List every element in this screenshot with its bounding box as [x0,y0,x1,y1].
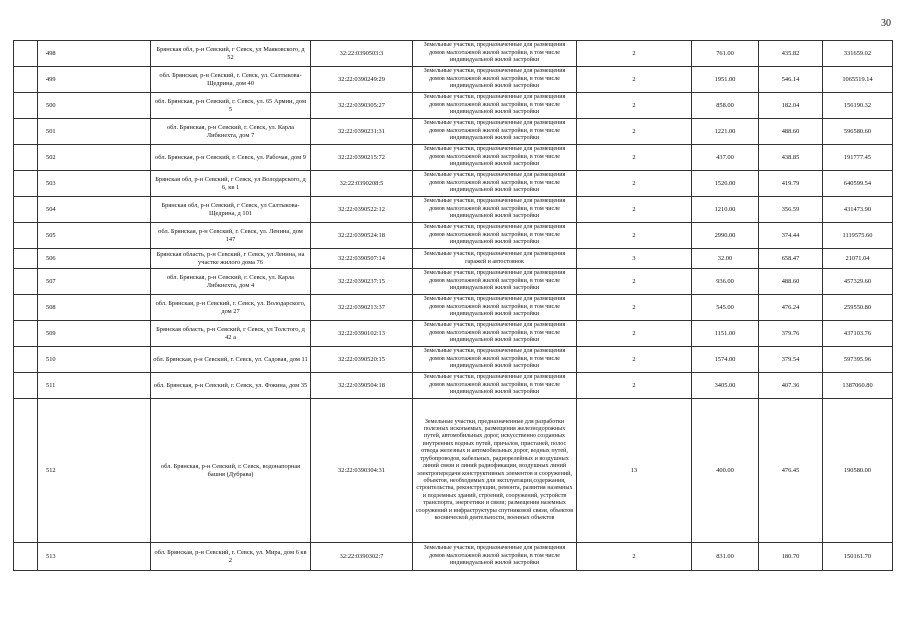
address-cell: Брянская область, р-н Севский, г Севск, ул Ленина, на участке жилого дома 76 [151,249,311,269]
group-cell: 2 [577,269,692,295]
row-number-cell: 498 [38,41,151,67]
land-use-cell: Земельные участки, предназначенные для размещения домов малоэтажной жилой застройки, в том числе индивидуальной жилой застройки [413,543,577,571]
group-cell: 2 [577,347,692,373]
specific-value-cell: 435.82 [759,41,823,67]
area-cell: 858.00 [692,93,759,119]
area-cell: 1210.00 [692,197,759,223]
address-cell: Брянская обл, р-н Севский, г Севск, ул Володарского, д 6, кв 1 [151,171,311,197]
area-cell: 761.00 [692,41,759,67]
cadastral-number-cell: 32:22:0390249:29 [311,67,413,93]
page-number: 30 [881,18,891,29]
land-use-cell: Земельные участки, предназначенные для размещения домов малоэтажной жилой застройки, в том числе индивидуальной жилой застройки [413,145,577,171]
group-cell: 2 [577,67,692,93]
land-use-cell: Земельные участки, предназначенные для размещения домов малоэтажной жилой застройки, в том числе индивидуальной жилой застройки [413,295,577,321]
address-cell: Брянская обл, р-н Севский, г Севск, ул Маяковского, д 52 [151,41,311,67]
specific-value-cell: 658.47 [759,249,823,269]
row-margin-cell [14,295,38,321]
cadastral-value-cell: 259550.80 [823,295,893,321]
row-number-cell: 507 [38,269,151,295]
land-use-cell: Земельные участки, предназначенные для размещения домов малоэтажной жилой застройки, в том числе индивидуальной жилой застройки [413,321,577,347]
row-number-cell: 511 [38,373,151,399]
area-cell: 831.00 [692,543,759,571]
area-cell: 32.00 [692,249,759,269]
address-cell: обл. Брянская, р-н Севский, г. Севск, ул. Садовая, дом 11 [151,347,311,373]
table-body [14,41,893,571]
cadastral-value-cell: 156190.32 [823,93,893,119]
area-cell: 1151.00 [692,321,759,347]
table-row [14,145,893,171]
group-cell: 3 [577,249,692,269]
land-use-cell: Земельные участки, предназначенные для размещения домов малоэтажной жилой застройки, в том числе индивидуальной жилой застройки [413,41,577,67]
row-number-cell: 510 [38,347,151,373]
cadastral-value-cell: 437103.76 [823,321,893,347]
row-margin-cell [14,41,38,67]
row-margin-cell [14,171,38,197]
land-use-cell: Земельные участки, предназначенные для размещения домов малоэтажной жилой застройки, в том числе индивидуальной жилой застройки [413,119,577,145]
group-cell: 2 [577,119,692,145]
cadastral-number-cell: 32:22:0390520:15 [311,347,413,373]
table-row [14,197,893,223]
cadastral-value-cell: 331659.02 [823,41,893,67]
area-cell: 2990.00 [692,223,759,249]
group-cell: 2 [577,41,692,67]
cadastral-number-cell: 32:22:0390524:18 [311,223,413,249]
row-margin-cell [14,269,38,295]
cadastral-number-cell: 32:22:0390231:31 [311,119,413,145]
group-cell: 2 [577,373,692,399]
area-cell: 545.00 [692,295,759,321]
row-margin-cell [14,119,38,145]
group-cell: 2 [577,223,692,249]
row-margin-cell [14,321,38,347]
table-row [14,171,893,197]
row-number-cell: 508 [38,295,151,321]
specific-value-cell: 488.60 [759,269,823,295]
address-cell: обл. Брянская, р-н Севский, г. Севск, водонапорная башня (Дубрава) [151,399,311,543]
cadastral-value-cell: 150161.70 [823,543,893,571]
table-row [14,543,893,571]
group-cell: 2 [577,145,692,171]
row-number-cell: 509 [38,321,151,347]
area-cell: 437.00 [692,145,759,171]
specific-value-cell: 407.36 [759,373,823,399]
row-margin-cell [14,223,38,249]
cadastral-value-table [13,40,893,571]
specific-value-cell: 379.54 [759,347,823,373]
group-cell: 2 [577,93,692,119]
cadastral-number-cell: 32:22:0390208:5 [311,171,413,197]
land-use-cell: Земельные участки, предназначенные для размещения домов малоэтажной жилой застройки, в том числе индивидуальной жилой застройки [413,67,577,93]
table-row [14,269,893,295]
address-cell: обл. Брянская, р-н Севский, г. Севск, ул. Карла Либкнехта, дом 7 [151,119,311,145]
address-cell: Брянская область, р-н Севский, г Севск, ул Толстого, д 42 а [151,321,311,347]
table-row [14,67,893,93]
cadastral-number-cell: 32:22:0390102:13 [311,321,413,347]
cadastral-value-cell: 596580.60 [823,119,893,145]
table-row [14,347,893,373]
area-cell: 1221.00 [692,119,759,145]
table-row [14,41,893,67]
row-margin-cell [14,67,38,93]
cadastral-number-cell: 32:22:0390304:31 [311,399,413,543]
address-cell: обл. Брянская, р-н Севский, г. Севск, ул. Салтыкова-Щедрина, дом 40 [151,67,311,93]
table-row [14,373,893,399]
cadastral-value-cell: 640599.54 [823,171,893,197]
group-cell: 2 [577,543,692,571]
row-number-cell: 505 [38,223,151,249]
cadastral-value-cell: 1065519.14 [823,67,893,93]
cadastral-value-cell: 457329.60 [823,269,893,295]
area-cell: 1526.00 [692,171,759,197]
area-cell: 936.00 [692,269,759,295]
land-use-cell: Земельные участки, предназначенные для размещения домов малоэтажной жилой застройки, в том числе индивидуальной жилой застройки [413,269,577,295]
address-cell: обл. Брянская, р-н Севский, г. Севск, ул. Мира, дом 6 кв 2 [151,543,311,571]
specific-value-cell: 356.59 [759,197,823,223]
cadastral-value-cell: 431473.90 [823,197,893,223]
cadastral-value-cell: 190580.00 [823,399,893,543]
group-cell: 2 [577,171,692,197]
address-cell: обл. Брянская, р-н Севский, г. Севск, ул. Володарского, дом 27 [151,295,311,321]
address-cell: обл. Брянская, р-н Севский, г. Севск, ул. Карла Либкнехта, дом 4 [151,269,311,295]
row-number-cell: 512 [38,399,151,543]
area-cell: 400.00 [692,399,759,543]
land-use-cell: Земельные участки, предназначенные для размещения домов малоэтажной жилой застройки, в том числе индивидуальной жилой застройки [413,373,577,399]
land-use-cell: Земельные участки, предназначенные для размещения гаражей и автостоянок [413,249,577,269]
row-number-cell: 504 [38,197,151,223]
cadastral-number-cell: 32:22:0390305:27 [311,93,413,119]
row-margin-cell [14,399,38,543]
cadastral-number-cell: 32:22:0390503:3 [311,41,413,67]
cadastral-number-cell: 32:22:0390213:37 [311,295,413,321]
group-cell: 2 [577,321,692,347]
row-number-cell: 503 [38,171,151,197]
area-cell: 1574.00 [692,347,759,373]
specific-value-cell: 488.60 [759,119,823,145]
table-row [14,249,893,269]
cadastral-number-cell: 32:22:0390215:72 [311,145,413,171]
specific-value-cell: 374.44 [759,223,823,249]
row-margin-cell [14,373,38,399]
cadastral-value-cell: 21071.04 [823,249,893,269]
table-row [14,321,893,347]
row-margin-cell [14,347,38,373]
land-use-cell: Земельные участки, предназначенные для размещения домов малоэтажной жилой застройки, в том числе индивидуальной жилой застройки [413,223,577,249]
cadastral-number-cell: 32:22:0390302:7 [311,543,413,571]
address-cell: обл. Брянская, р-н Севский, г. Севск, ул. Ленина, дом 147 [151,223,311,249]
address-cell: Брянская обл, р-н Севский, г Севск, ул Салтыкова-Щедрина, д 101 [151,197,311,223]
specific-value-cell: 419.79 [759,171,823,197]
specific-value-cell: 438.85 [759,145,823,171]
specific-value-cell: 182.04 [759,93,823,119]
address-cell: обл. Брянская, р-н Севский, г. Севск, ул. 65 Армии, дом 5 [151,93,311,119]
row-number-cell: 499 [38,67,151,93]
area-cell: 1951.00 [692,67,759,93]
land-use-cell: Земельные участки, предназначенные для разработки полезных ископаемых, размещения железнодорожных путей, автомобильных дорог, искусственно созданных внутренних водных путей, причалов, пристаней, полос отвода железных и автомобильных дорог, водных путей, трубопроводов, кабельных, радиорелейных и воздушных линий связи и линий радиофикации, воздушных линий электропередачи конструктивных элементов и сооружений, объектов, необходимых для эксплуатации,содержания, строительства, реконструкции, ремонта, развития наземных и подземных зданий, строений, сооружений, устройств транспорта, энергетики и связи; размещения наземных сооружений и инфраструктуры спутниковой связи, объектов космической деятельности, военных объектов [413,399,577,543]
cadastral-value-cell: 191777.45 [823,145,893,171]
area-cell: 3405.00 [692,373,759,399]
cadastral-number-cell: 32:22:0390522:12 [311,197,413,223]
table-row [14,295,893,321]
row-number-cell: 501 [38,119,151,145]
cadastral-value-cell: 597395.96 [823,347,893,373]
row-number-cell: 502 [38,145,151,171]
cadastral-number-cell: 32:22:0390504:18 [311,373,413,399]
land-use-cell: Земельные участки, предназначенные для размещения домов малоэтажной жилой застройки, в том числе индивидуальной жилой застройки [413,197,577,223]
row-margin-cell [14,249,38,269]
address-cell: обл. Брянская, р-н Севский, г. Севск, ул. Фокина, дом 35 [151,373,311,399]
land-use-cell: Земельные участки, предназначенные для размещения домов малоэтажной жилой застройки, в том числе индивидуальной жилой застройки [413,347,577,373]
specific-value-cell: 180.70 [759,543,823,571]
table-row [14,399,893,543]
row-margin-cell [14,145,38,171]
address-cell: обл. Брянская, р-н Севский, г. Севск, ул. Рабочая, дом 9 [151,145,311,171]
row-number-cell: 513 [38,543,151,571]
row-margin-cell [14,93,38,119]
row-margin-cell [14,543,38,571]
group-cell: 13 [577,399,692,543]
cadastral-number-cell: 32:22:0390237:15 [311,269,413,295]
specific-value-cell: 476.24 [759,295,823,321]
row-number-cell: 500 [38,93,151,119]
group-cell: 2 [577,295,692,321]
cadastral-value-cell: 1387060.80 [823,373,893,399]
cadastral-number-cell: 32:22:0390507:14 [311,249,413,269]
table-row [14,119,893,145]
land-use-cell: Земельные участки, предназначенные для размещения домов малоэтажной жилой застройки, в том числе индивидуальной жилой застройки [413,171,577,197]
group-cell: 2 [577,197,692,223]
table-row [14,93,893,119]
land-use-cell: Земельные участки, предназначенные для размещения домов малоэтажной жилой застройки, в том числе индивидуальной жилой застройки [413,93,577,119]
cadastral-value-cell: 1119575.60 [823,223,893,249]
specific-value-cell: 476.45 [759,399,823,543]
row-number-cell: 506 [38,249,151,269]
specific-value-cell: 379.76 [759,321,823,347]
table-row [14,223,893,249]
row-margin-cell [14,197,38,223]
specific-value-cell: 546.14 [759,67,823,93]
